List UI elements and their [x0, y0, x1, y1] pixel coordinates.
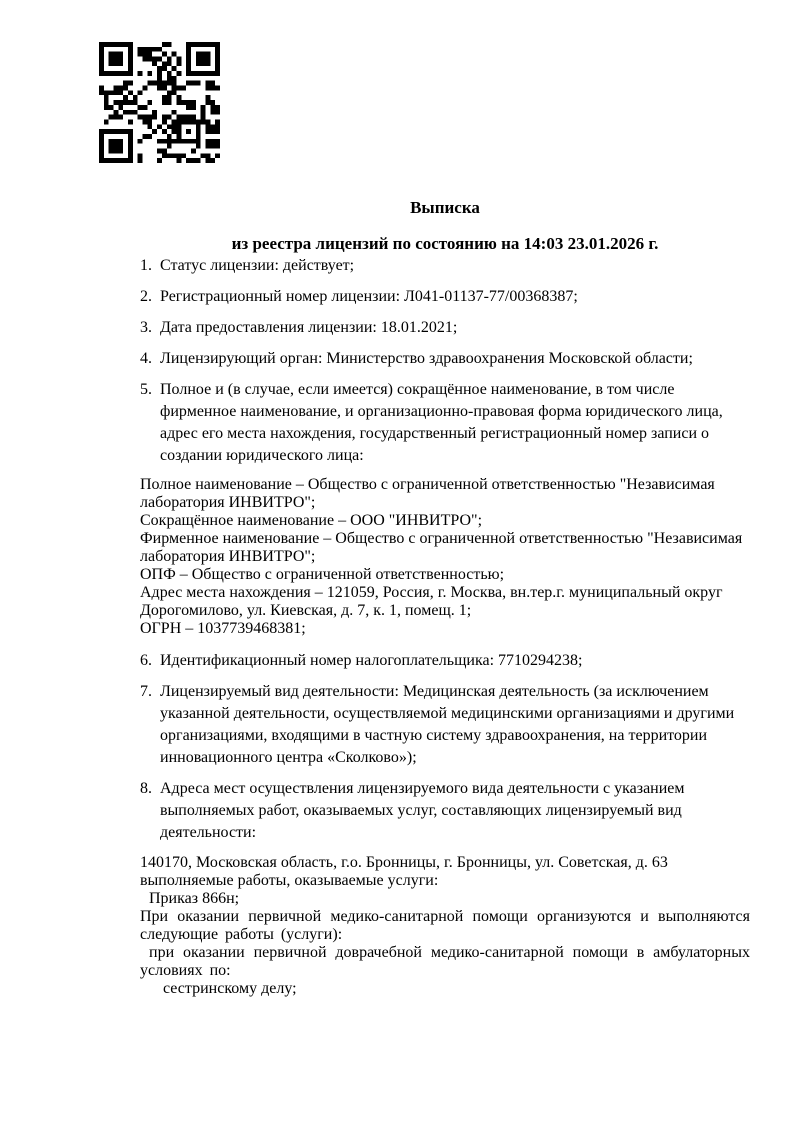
qr-code-icon — [99, 42, 220, 163]
item-number: 2. — [140, 288, 152, 305]
list-item-reg-number — [140, 286, 750, 308]
item-number: 3. — [140, 319, 152, 336]
item-text: Адреса мест осуществления лицензируемого вида деятельности с указанием выполняемых работ, оказываемых услуг, составляющих лицензируемый вид деятельности: — [160, 780, 685, 841]
primary-care-paragraph: При оказании первичной медико-санитарной помощи организуются и выполняются следующие работы (услуги): — [140, 908, 750, 943]
activity-address: 140170, Московская область, г.о. Бронницы, г. Бронницы, ул. Советская, д. 63 — [140, 854, 668, 871]
item-number: 8. — [140, 780, 152, 797]
item-text: Полное и (в случае, если имеется) сокращённое наименование, в том числе фирменное наименование, и организационно-правовая форма юридического лица, адрес его места нахождения, государственный регистрационный номер записи о создании юридического лица: — [160, 381, 723, 464]
item-number: 1. — [140, 257, 152, 274]
nursing-item: сестринскому делу; — [163, 980, 297, 997]
document-title: Выписка — [410, 198, 480, 217]
document-content — [140, 197, 750, 998]
list-item-org-names-header — [140, 379, 750, 467]
org-address: Адрес места нахождения – 121059, Россия, г. Москва, вн.тер.г. муниципальный округ Дорогомилово, ул. Киевская, д. 7, к. 1, помещ. 1; — [140, 584, 723, 619]
item-text: Статус лицензии: действует; — [160, 257, 355, 274]
org-full-name: Полное наименование – Общество с ограниченной ответственностью "Независимая лаборатория ИНВИТРО"; — [140, 476, 715, 511]
works-services-label: выполняемые работы, оказываемые услуги: — [140, 872, 439, 889]
item-text: Лицензирующий орган: Министерство здравоохранения Московской области; — [160, 350, 693, 367]
item-number: 4. — [140, 350, 152, 367]
list-item-activity-addresses-header — [140, 778, 750, 844]
order-866n: Приказ 866н; — [149, 890, 240, 907]
document-subtitle: из реестра лицензий по состоянию на 14:03 23.01.2026 г. — [231, 234, 659, 253]
item-text: Идентификационный номер налогоплательщика: 7710294238; — [160, 652, 583, 669]
list-item-licensed-activity — [140, 681, 750, 769]
org-legal-form: ОПФ – Общество с ограниченной ответственностью; — [140, 566, 505, 583]
item-number: 5. — [140, 381, 152, 398]
item-number: 6. — [140, 652, 152, 669]
list-item-status — [140, 255, 750, 277]
organization-block — [140, 476, 750, 638]
org-short-name: Сокращённое наименование – ООО "ИНВИТРО"; — [140, 512, 483, 529]
item-text: Лицензируемый вид деятельности: Медицинская деятельность (за исключением указанной деятельности, осуществляемой медицинскими организациями и другими организациями, входящими в частную систему здравоохранения, на территории инновационного центра «Сколково»); — [160, 683, 735, 766]
pre-medical-paragraph: при оказании первичной доврачебной медико-санитарной помощи в амбулаторных условиях по: — [140, 944, 750, 979]
org-brand-name: Фирменное наименование – Общество с ограниченной ответственностью "Независимая лаборатория ИНВИТРО"; — [140, 530, 743, 565]
item-number: 7. — [140, 683, 152, 700]
list-item-licensing-authority — [140, 348, 750, 370]
item-text: Регистрационный номер лицензии: Л041-01137-77/00368387; — [160, 288, 578, 305]
org-ogrn: ОГРН – 1037739468381; — [140, 620, 306, 637]
list-item-inn — [140, 650, 750, 672]
activity-address-block — [140, 854, 750, 998]
item-text: Дата предоставления лицензии: 18.01.2021; — [160, 319, 458, 336]
list-item-grant-date — [140, 317, 750, 339]
